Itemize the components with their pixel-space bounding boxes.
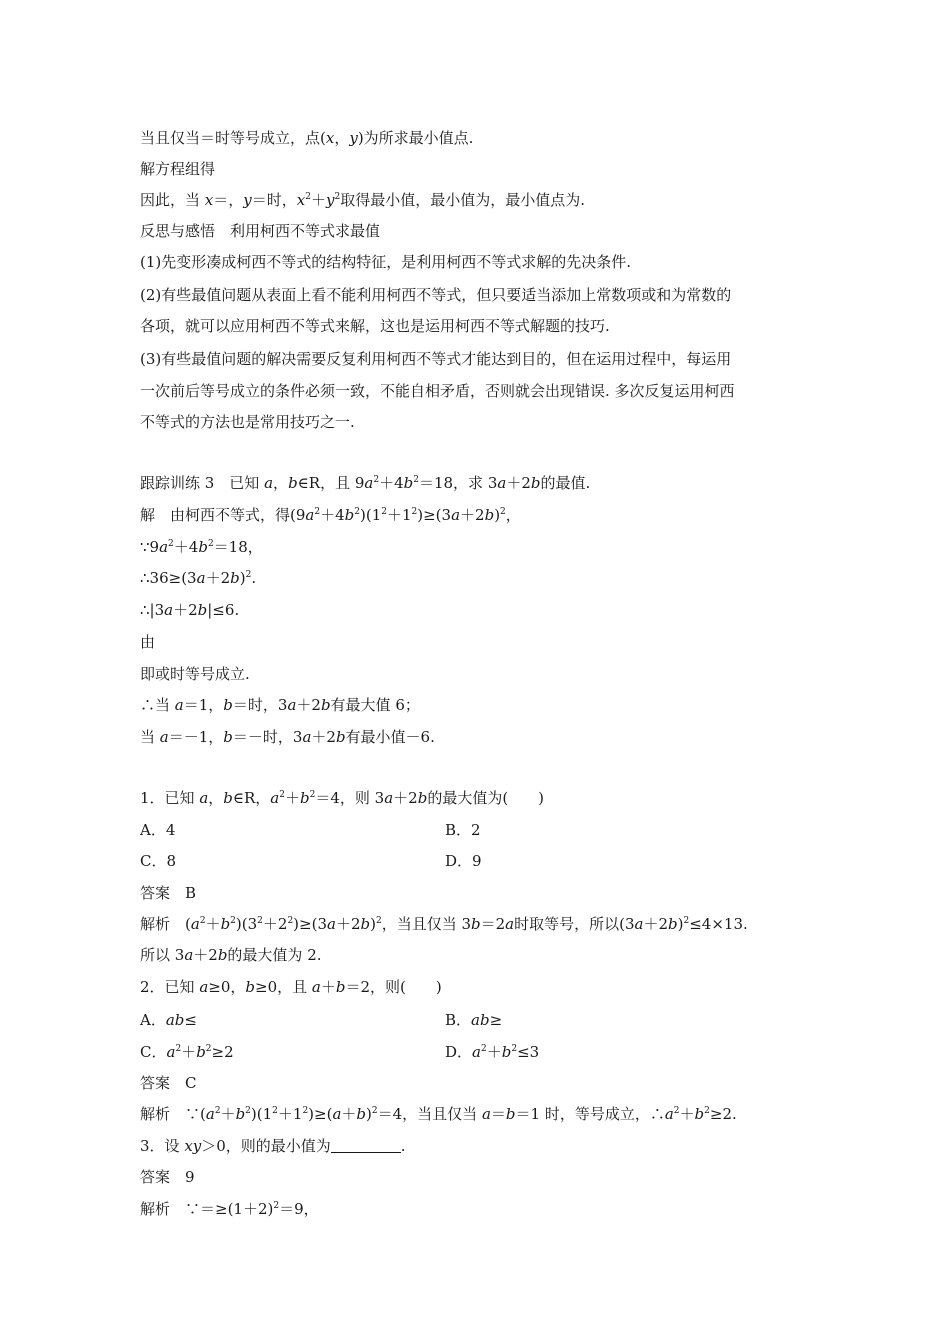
- option-d: D．$a^2+b^2\le 3$: [445, 1043, 540, 1061]
- answer-blank: [331, 1138, 401, 1153]
- text-line: (3)有些最值问题的解决需要反复利用柯西不等式才能达到目的，但在运用过程中，每运用: [140, 350, 732, 368]
- exercise-heading: 跟踪训练 3 已知 a，b∈R，且 $9a^2+4b^2=18$，求 3a＋2b的最值.: [140, 474, 591, 492]
- text-line: 一次前后等号成立的条件必须一致，不能自相矛盾，否则就会出现错误. 多次反复运用柯西: [140, 382, 735, 400]
- question-2-stem: 2．已知 a≥0，b≥0，且 a＋b＝2，则( ): [140, 978, 442, 996]
- option-c: C．8: [140, 852, 177, 870]
- answer-line: 答案 C: [140, 1074, 197, 1092]
- text-line: $\because 9a^2+4b^2=18$，: [140, 538, 263, 556]
- option-b: B．2: [445, 821, 481, 839]
- text-line: 各项，就可以应用柯西不等式来解，这也是运用柯西不等式解题的技巧.: [140, 317, 610, 335]
- option-d: D．9: [445, 852, 482, 870]
- text-line: 不等式的方法也是常用技巧之一.: [140, 413, 355, 431]
- text-line: 解 由柯西不等式，得$(9a^2+4b^2)(1^2+1^2)\ge(3a+2b)^2$，: [140, 506, 521, 524]
- text-line: 当且仅当＝时等号成立，点(x，y)为所求最小值点.: [140, 129, 474, 147]
- text-line: 当 a＝－1，b＝－时，3a＋2b有最小值－6.: [140, 728, 435, 746]
- question-1-stem: 1．已知 a，b∈R，$a^2+b^2=4$，则 3a＋2b的最大值为( ): [140, 789, 545, 807]
- text-line: 因此，当 x＝，y＝时，$x^2+y^2$取得最小值，最小值为，最小值点为.: [140, 191, 585, 209]
- text-line: 解方程组得: [140, 160, 216, 178]
- option-a: A．4: [140, 821, 176, 839]
- section-heading: 反思与感悟 利用柯西不等式求最值: [140, 222, 381, 240]
- text-line: (2)有些最值问题从表面上看不能利用柯西不等式，但只要适当添加上常数项或和为常数的: [140, 286, 732, 304]
- explanation-line: 解析 $\because(a^2+b^2)(1^2+1^2)\ge(a+b)^2=4$，当且仅当 a＝b＝1 时，等号成立，$\therefore a^2+b^2\ge 2$.: [140, 1105, 737, 1123]
- option-c: C．$a^2+b^2\ge 2$: [140, 1043, 234, 1061]
- question-3-stem: 3．设 xy＞0，则的最小值为 .: [140, 1137, 406, 1155]
- option-b: B．ab≥: [445, 1011, 503, 1029]
- explanation-line: 所以 3a＋2b的最大值为 2.: [140, 946, 322, 964]
- text-line: $\therefore 36\ge(3a+2b)^2$.: [140, 569, 257, 587]
- explanation-line: 解析 $(a^2+b^2)(3^2+2^2)\ge(3a+2b)^2$，当且仅当 3b＝2a时取等号，所以$(3a+2b)^2\le 4\times 13$.: [140, 915, 748, 933]
- answer-line: 答案 9: [140, 1168, 195, 1186]
- answer-line: 答案 B: [140, 884, 197, 902]
- text-line: ∴|3a＋2b|≤6.: [140, 601, 240, 619]
- text-line: (1)先变形凑成柯西不等式的结构特征，是利用柯西不等式求解的先决条件.: [140, 253, 632, 271]
- text-line: 由: [140, 633, 156, 651]
- text-line: 即或时等号成立.: [140, 665, 250, 683]
- text-line: ∴当 a＝1，b＝时，3a＋2b有最大值 6；: [140, 696, 420, 714]
- option-a: A．ab≤: [140, 1011, 197, 1029]
- explanation-line: 解析 $\because=\ge(1+2)^2=9$，: [140, 1200, 319, 1218]
